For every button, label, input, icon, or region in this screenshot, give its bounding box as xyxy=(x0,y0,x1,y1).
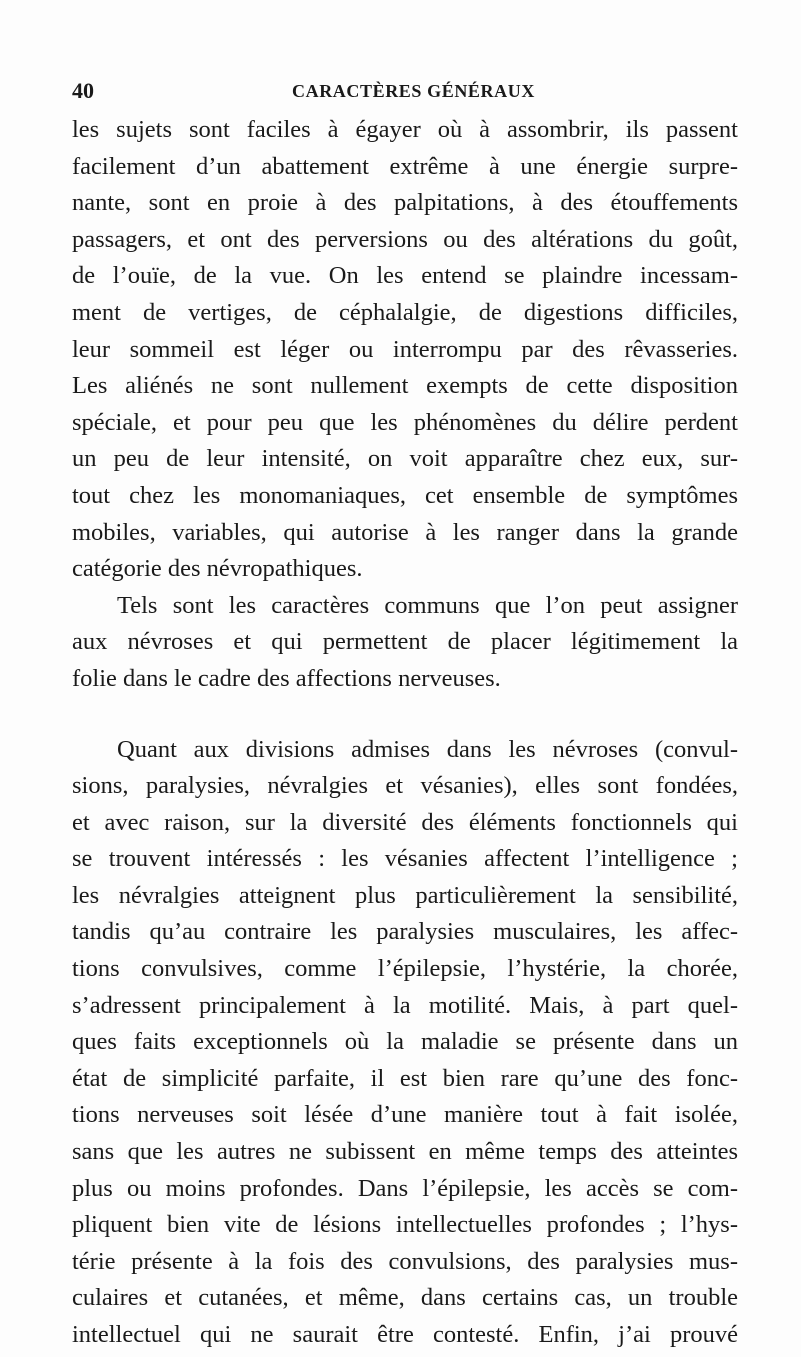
text-line: culaires et cutanées, et même, dans certains cas, un trouble xyxy=(72,1284,738,1312)
text-line: et avec raison, sur la diversité des éléments fonctionnels qui xyxy=(72,808,738,836)
text-line: leur sommeil est léger ou interrompu par des rêvasseries. xyxy=(72,335,738,363)
text-line: facilement d’un abattement extrême à une énergie surpre- xyxy=(72,152,738,180)
body-text xyxy=(72,112,738,1354)
running-head: CARACTÈRES GÉNÉRAUX xyxy=(292,81,535,101)
text-line: térie présente à la fois des convulsions, des paralysies mus- xyxy=(72,1247,738,1275)
text-line: aux névroses et qui permettent de placer légitimement la xyxy=(72,628,738,656)
text-line: mobiles, variables, qui autorise à les ranger dans la grande xyxy=(72,518,738,546)
text-line: Quant aux divisions admises dans les névroses (convul- xyxy=(117,735,738,763)
paragraph xyxy=(72,732,738,1354)
text-line: se trouvent intéressés : les vésanies affectent l’intelligence ; xyxy=(72,845,738,873)
text-line: état de simplicité parfaite, il est bien rare qu’une des fonc- xyxy=(72,1064,738,1092)
text-line: sans que les autres ne subissent en même temps des atteintes xyxy=(72,1138,738,1166)
page-number: 40 xyxy=(72,78,94,103)
text-line: folie dans le cadre des affections nerveuses. xyxy=(72,664,501,692)
text-line: les névralgies atteignent plus particulièrement la sensibilité, xyxy=(72,881,738,909)
text-line: de l’ouïe, de la vue. On les entend se plaindre incessam- xyxy=(72,262,738,290)
text-line: les sujets sont faciles à égayer où à assombrir, ils passent xyxy=(72,116,738,143)
text-line: tions convulsives, comme l’épilepsie, l’hystérie, la chorée, xyxy=(72,955,738,983)
text-line: plus ou moins profondes. Dans l’épilepsie, les accès se com- xyxy=(72,1174,738,1202)
paragraph-gap xyxy=(72,698,738,732)
paragraph xyxy=(72,588,738,698)
text-line: spéciale, et pour peu que les phénomènes du délire perdent xyxy=(72,408,738,436)
text-line: passagers, et ont des perversions ou des altérations du goût, xyxy=(72,225,738,253)
text-line: tout chez les monomaniaques, cet ensemble de symptômes xyxy=(72,481,738,509)
text-line: tions nerveuses soit lésée d’une manière tout à fait isolée, xyxy=(72,1101,738,1129)
text-line: Tels sont les caractères communs que l’on peut assigner xyxy=(117,591,738,619)
text-line: ques faits exceptionnels où la maladie se présente dans un xyxy=(72,1028,738,1056)
text-line: intellectuel qui ne saurait être contesté. Enfin, j’ai prouvé xyxy=(72,1321,738,1348)
text-line: pliquent bien vite de lésions intellectuelles profondes ; l’hys- xyxy=(72,1211,738,1239)
text-line: tandis qu’au contraire les paralysies musculaires, les affec- xyxy=(72,918,738,946)
text-line: Les aliénés ne sont nullement exempts de cette disposition xyxy=(72,372,738,400)
text-line: nante, sont en proie à des palpitations, à des étouffements xyxy=(72,189,738,217)
text-line: s’adressent principalement à la motilité. Mais, à part quel- xyxy=(72,991,738,1019)
text-line: ment de vertiges, de céphalalgie, de digestions difficiles, xyxy=(72,298,738,326)
page-header xyxy=(72,78,772,108)
text-line: sions, paralysies, névralgies et vésanies), elles sont fondées, xyxy=(72,772,738,800)
paragraph xyxy=(72,112,738,588)
text-line: catégorie des névropathiques. xyxy=(72,555,363,583)
text-line: un peu de leur intensité, on voit apparaître chez eux, sur- xyxy=(72,445,738,473)
